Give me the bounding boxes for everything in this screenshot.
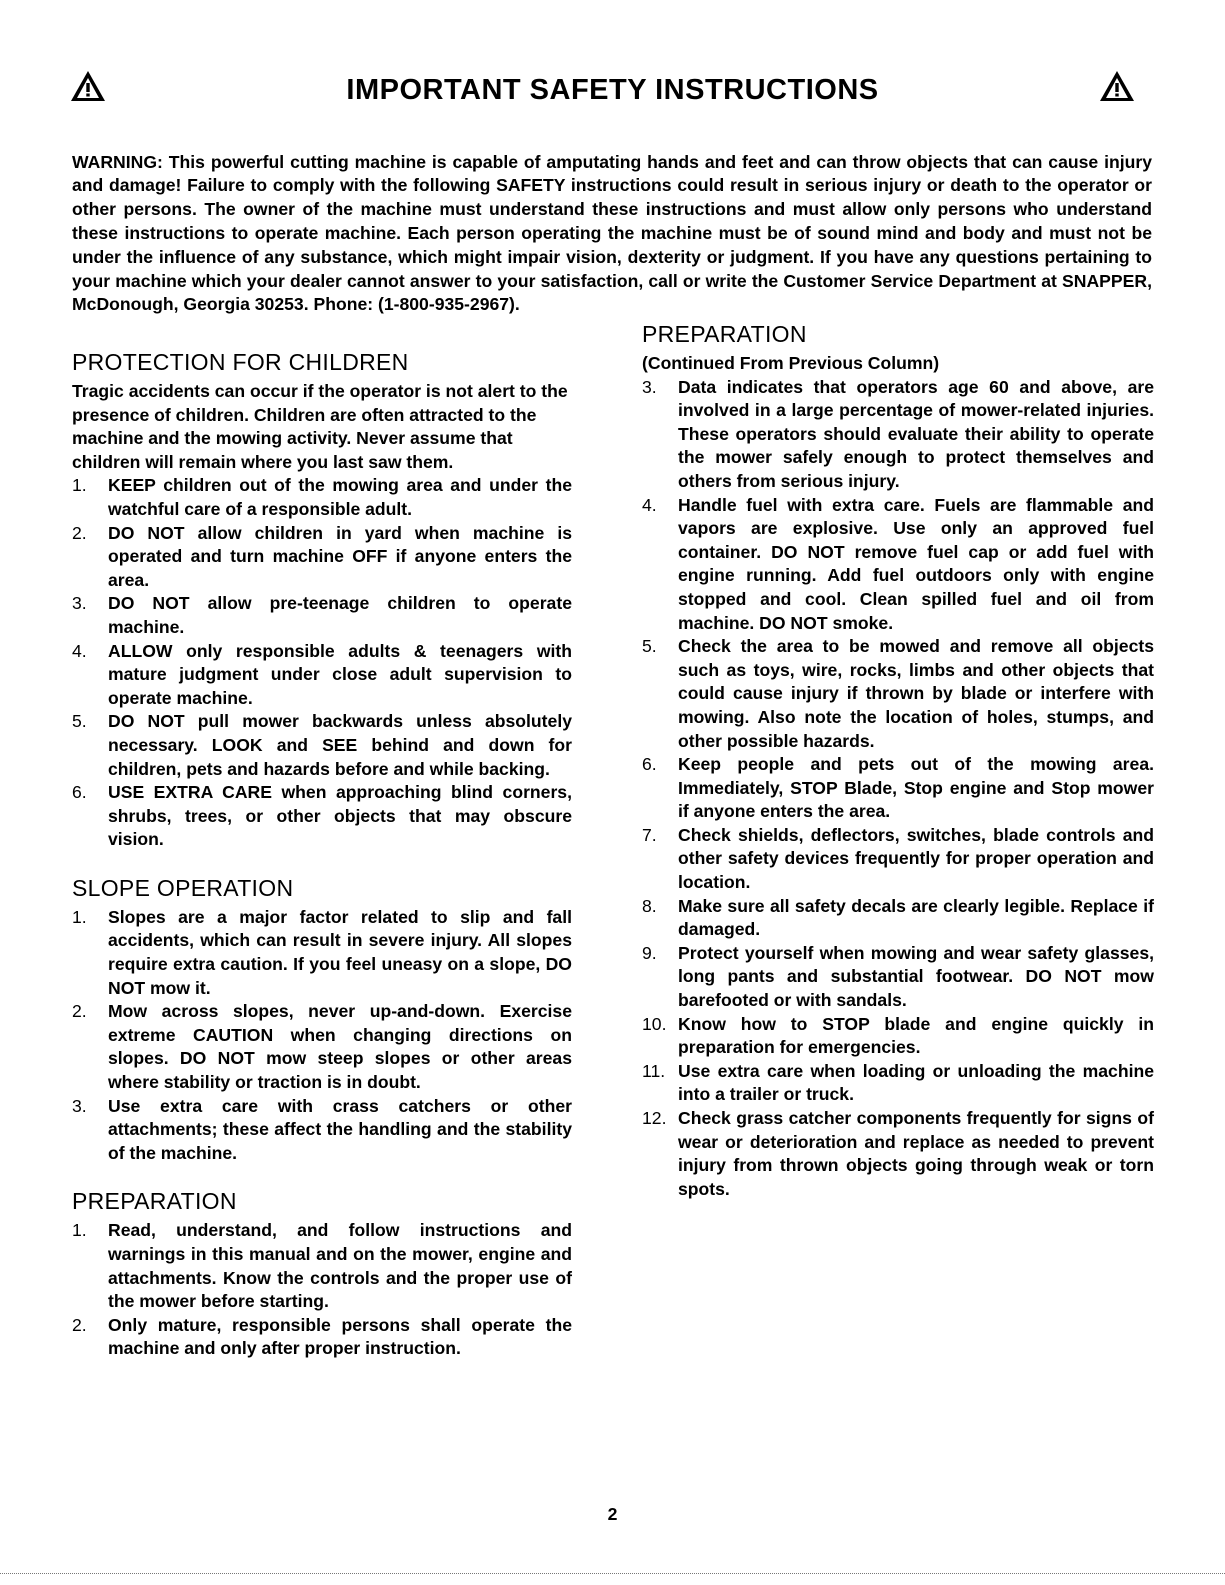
slope-list <box>72 906 572 1166</box>
list-item: 1. Slopes are a major factor related to slip and fall accidents, which can result in severe injury. All slopes require extra caution. If you feel uneasy on a slope, DO NOT mow it. <box>72 906 572 998</box>
page-title: IMPORTANT SAFETY INSTRUCTIONS <box>346 74 879 106</box>
continued-note: (Continued From Previous Column) <box>642 353 940 373</box>
list-item: 11. Use extra care when loading or unloading the machine into a trailer or truck. <box>642 1060 1154 1105</box>
section-protection-for-children <box>72 348 572 852</box>
list-item: 2. Only mature, responsible persons shall operate the machine and only after proper instruction. <box>72 1314 572 1359</box>
page-number: 2 <box>607 1504 618 1524</box>
preparation-list-continued <box>642 376 1154 1202</box>
list-item: 5. Check the area to be mowed and remove all objects such as toys, wire, rocks, limbs and other objects that could cause injury if thrown by blade or interfere with mowing. Also note the location of holes, stumps, and other possible hazards. <box>642 636 1154 751</box>
preparation-list <box>72 1219 572 1361</box>
list-item: 3. Use extra care with crass catchers or other attachments; these affect the handling and the stability of the machine. <box>72 1095 572 1163</box>
list-item: 6. Keep people and pets out of the mowing area. Immediately, STOP Blade, Stop engine and Stop mower if anyone enters the area. <box>642 754 1154 822</box>
section-heading: PREPARATION <box>72 1188 237 1215</box>
scan-edge-divider <box>0 1573 1225 1574</box>
right-column <box>642 320 1154 1201</box>
left-column <box>72 348 572 1361</box>
list-item: 12. Check grass catcher components frequently for signs of wear or deterioration and replace as needed to prevent injury from thrown objects going through weak or torn spots. <box>642 1108 1154 1199</box>
section-preparation-continued <box>642 320 1154 1201</box>
list-item: 8. Make sure all safety decals are clearly legible. Replace if damaged. <box>642 895 1154 940</box>
list-item: 4. ALLOW only responsible adults & teenagers with mature judgment under close adult supervision to operate machine. <box>72 640 572 708</box>
list-item: 9. Protect yourself when mowing and wear safety glasses, long pants and substantial footwear. DO NOT mow barefooted or with sandals. <box>642 942 1154 1011</box>
section-preparation <box>72 1187 572 1361</box>
list-item: 7. Check shields, deflectors, switches, blade controls and other safety devices frequently for proper operation and location. <box>642 824 1154 893</box>
list-item: 5. DO NOT pull mower backwards unless absolutely necessary. LOOK and SEE behind and down for children, pets and hazards before and while backing. <box>72 711 572 779</box>
section-slope-operation <box>72 874 572 1166</box>
section-heading: SLOPE OPERATION <box>72 874 294 901</box>
list-item: 1. KEEP children out of the mowing area and under the watchful care of a responsible adult. <box>72 475 572 519</box>
page-header <box>70 70 1155 120</box>
list-item: 1. Read, understand, and follow instructions and warnings in this manual and on the mower, engine and attachments. Know the controls and the proper use of the mower before starting. <box>72 1220 572 1312</box>
section-heading: PROTECTION FOR CHILDREN <box>72 349 409 375</box>
section-heading: PREPARATION <box>642 321 807 347</box>
section-intro: Tragic accidents can occur if the operator is not alert to the presence of children. Children are often attracted to the machine and the mowing activity. Never assume that children will remain where you last saw them. <box>72 381 568 472</box>
list-item: 4. Handle fuel with extra care. Fuels are flammable and vapors are explosive. Use only an approved fuel container. DO NOT remove fuel cap or add fuel with engine running. Add fuel outdoors only with engine stopped and cool. Clean spilled fuel and oil from machine. DO NOT smoke. <box>642 494 1154 633</box>
warning-intro: WARNING: This powerful cutting machine is capable of amputating hands and feet and can throw objects that can cause injury and damage! Failure to comply with the following SAFETY instructions could result in serious injury or death to the operator or other persons. The owner of the machine must understand these instructions and must allow only persons who understand these instructions to operate machine. Each person operating the machine must be of sound mind and body and must not be under the influence of any substance, which might impair vision, dexterity or judgment. If you have any questions pertaining to your machine which your dealer cannot answer to your satisfaction, call or write the Customer Service Department at SNAPPER, McDonough, Georgia 30253. Phone: (1-800-935-2967). <box>72 151 1152 315</box>
list-item: 6. USE EXTRA CARE when approaching blind corners, shrubs, trees, or other objects that may obscure vision. <box>72 782 572 850</box>
children-list <box>72 474 572 852</box>
list-item: 3. Data indicates that operators age 60 and above, are involved in a large percentage of mower-related injuries. These operators should evaluate their ability to operate the mower safely enough to protect themselves and others from serious injury. <box>642 376 1154 491</box>
list-item: 10. Know how to STOP blade and engine quickly in preparation for emergencies. <box>642 1013 1154 1058</box>
list-item: 3. DO NOT allow pre-teenage children to operate machine. <box>72 593 572 637</box>
warning-triangle-icon <box>1099 70 1135 102</box>
list-item: 2. DO NOT allow children in yard when machine is operated and turn machine OFF if anyone enters the area. <box>72 522 572 590</box>
list-item: 2. Mow across slopes, never up-and-down. Exercise extreme CAUTION when changing directions on slopes. DO NOT mow steep slopes or other areas where stability or traction is in doubt. <box>72 1001 572 1093</box>
